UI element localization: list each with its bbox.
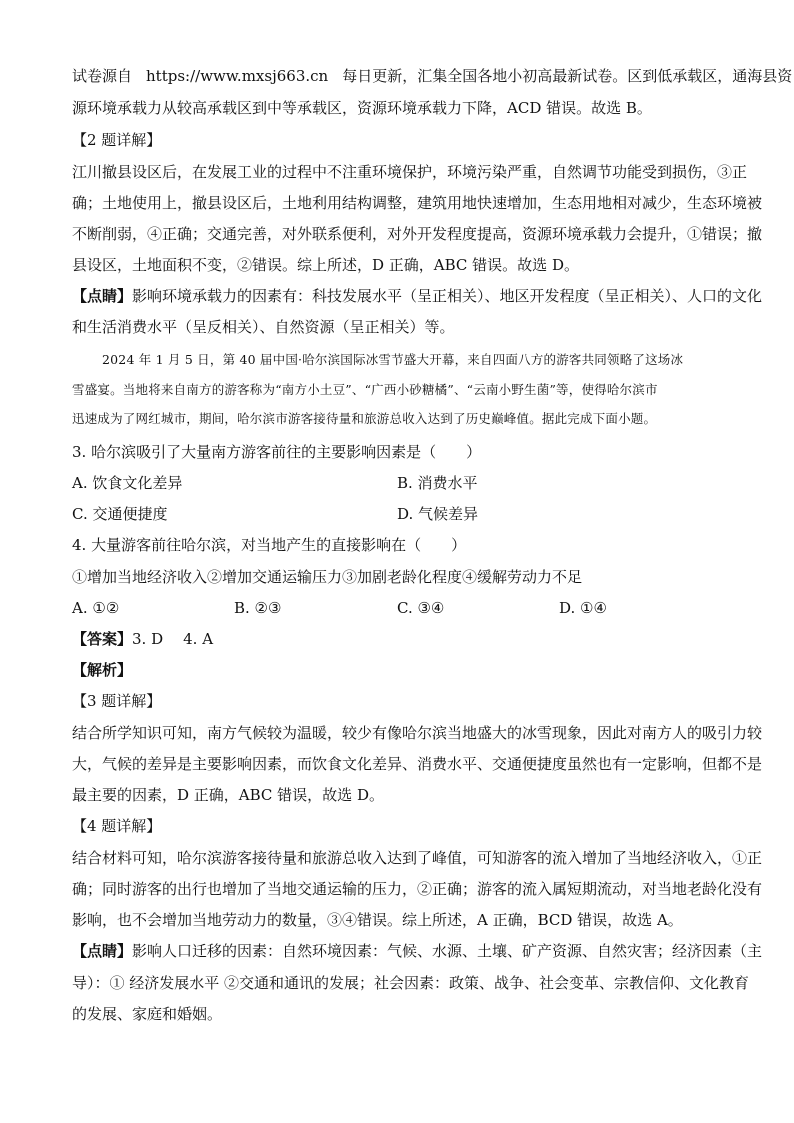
question4-items: ①增加当地经济收入②增加交通运输压力③加剧老龄化程度④缓解劳动力不足 — [72, 568, 583, 586]
q2-detail-line: 江川撤县设区后，在发展工业的过程中不注重环境保护，环境污染严重，自然调节功能受到损伤，③正 — [72, 163, 748, 181]
q2-detail-heading: 【2 题详解】 — [72, 131, 162, 149]
q4-option-c[interactable]: C. ③④ — [397, 599, 445, 617]
tip2-line: 导）：① 经济发展水平 ②交通和通讯的发展；社会因素：政策、战争、社会变革、宗教信仰、文化教育 — [72, 974, 750, 992]
q4-detail-line: 结合材料可知，哈尔滨游客接待量和旅游总收入达到了峰值，可知游客的流入增加了当地经济收入，①正 — [72, 849, 763, 867]
tip2-line — [72, 941, 762, 961]
q3-detail-line: 结合所学知识可知，南方气候较为温暖，较少有像哈尔滨当地盛大的冰雪现象，因此对南方人的吸引力较 — [72, 724, 763, 742]
q3-option-b[interactable]: B. 消费水平 — [397, 474, 478, 492]
q3-detail-line: 最主要的因素，D 正确，ABC 错误，故选 D。 — [72, 786, 384, 804]
source-url-link[interactable]: https://www.mxsj663.cn — [146, 67, 329, 85]
header-slogan: 每日更新，汇集全国各地小初高最新试卷。 — [342, 67, 628, 85]
q3-detail-line: 大，气候的差异是主要影响因素，而饮食文化差异、消费水平、交通便捷度虽然也有一定影响，但都不是 — [72, 755, 763, 773]
answer-label: 【答案】 — [72, 630, 133, 648]
paragraph-line: 源环境承载力从较高承载区到中等承载区，资源环境承载力下降，ACD 错误。故选 B。 — [72, 99, 652, 117]
header-line — [72, 66, 792, 86]
tip1-line — [72, 286, 762, 306]
analysis-label: 【解析】 — [72, 661, 133, 679]
material-line: 迅速成为了网红城市，期间，哈尔滨市游客接待量和旅游总收入达到了历史巅峰值。据此完成下面小题。 — [72, 411, 657, 426]
q2-detail-line: 不断削弱，④正确；交通完善，对外联系便利，对外开发程度提高，资源环境承载力会提升，①错误；撤 — [72, 225, 763, 243]
tip-label: 【点睛】 — [72, 287, 133, 305]
answer-4: 4. A — [183, 630, 214, 648]
answer-3: 3. D — [132, 630, 164, 648]
tip2-line: 的发展、家庭和婚姻。 — [72, 1005, 223, 1023]
source-label: 试卷源自 — [72, 67, 133, 85]
q4-detail-heading: 【4 题详解】 — [72, 817, 162, 835]
q3-option-d[interactable]: D. 气候差异 — [397, 505, 479, 523]
q4-detail-line: 确；同时游客的出行也增加了当地交通运输的压力，②正确；游客的流入属短期流动，对当地老龄化没有 — [72, 880, 763, 898]
tip-text: 影响环境承载力的因素有：科技发展水平（呈正相关）、地区开发程度（呈正相关）、人口的文化 — [132, 287, 763, 305]
q4-option-d[interactable]: D. ①④ — [559, 599, 607, 617]
question4-stem: 4. 大量游客前往哈尔滨，对当地产生的直接影响在（ ） — [72, 536, 467, 554]
q4-detail-line: 影响，也不会增加当地劳动力的数量，③④错误。综上所述，A 正确，BCD 错误，故选 A。 — [72, 911, 683, 929]
q2-detail-line: 县设区，土地面积不变，②错误。综上所述，D 正确，ABC 错误。故选 D。 — [72, 256, 579, 274]
continued-text: 区到低承载区，通海县资 — [627, 67, 793, 85]
tip-label: 【点睛】 — [72, 942, 133, 960]
q3-detail-heading: 【3 题详解】 — [72, 692, 162, 710]
tip1-line: 和生活消费水平（呈反相关）、自然资源（呈正相关）等。 — [72, 318, 455, 336]
q3-option-c[interactable]: C. 交通便捷度 — [72, 505, 168, 523]
material-line: 2024 年 1 月 5 日，第 40 届中国·哈尔滨国际冰雪节盛大开幕，来自四面八方的游客共同领略了这场冰 — [102, 352, 684, 367]
q3-option-a[interactable]: A. 饮食文化差异 — [72, 474, 183, 492]
answer-line — [72, 629, 213, 649]
tip-text: 影响人口迁移的因素：自然环境因素：气候、水源、土壤、矿产资源、自然灾害；经济因素（主 — [132, 942, 763, 960]
q4-option-a[interactable]: A. ①② — [72, 599, 120, 617]
q4-option-b[interactable]: B. ②③ — [234, 599, 282, 617]
q2-detail-line: 确；土地使用上，撤县设区后，土地利用结构调整，建筑用地快速增加，生态用地相对减少，生态环境被 — [72, 194, 763, 212]
question3-stem: 3. 哈尔滨吸引了大量南方游客前往的主要影响因素是（ ） — [72, 443, 482, 461]
material-line: 雪盛宴。当地将来自南方的游客称为“南方小土豆”、“广西小砂糖橘”、“云南小野生菌”等，使得哈尔滨市 — [72, 382, 658, 397]
